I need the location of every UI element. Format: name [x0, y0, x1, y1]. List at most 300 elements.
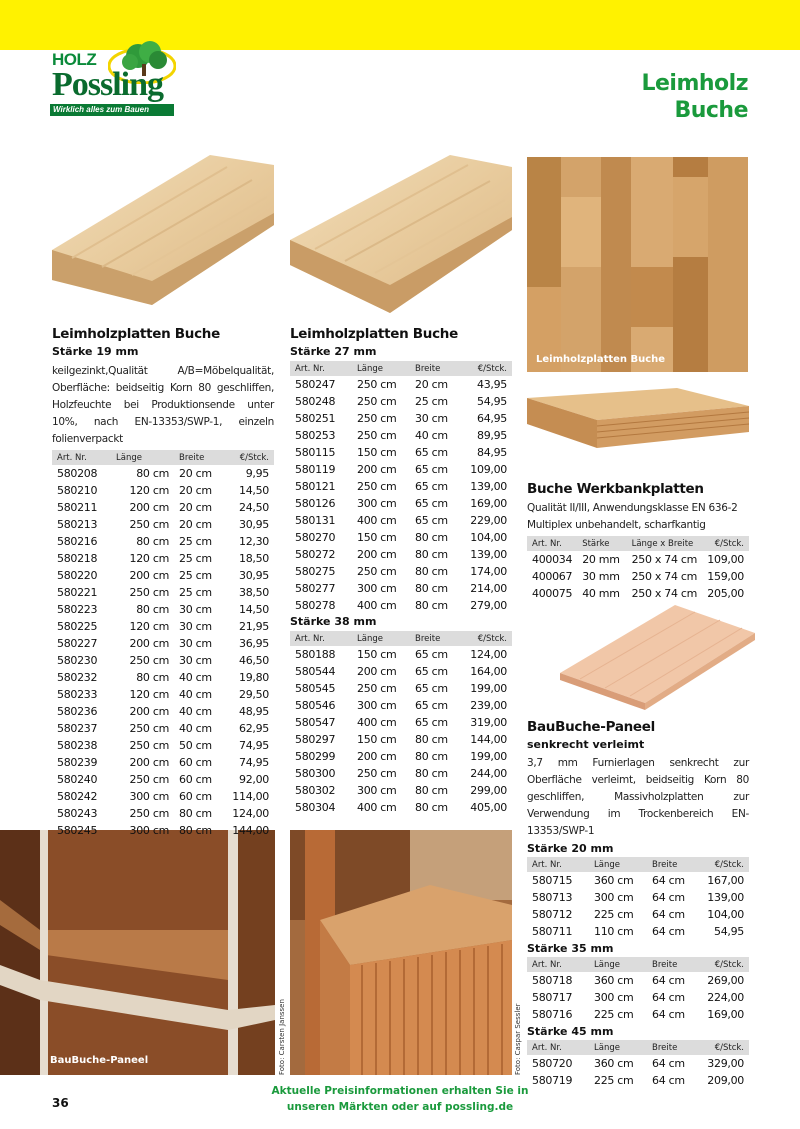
- table-row: [52, 652, 274, 669]
- table-row: [290, 646, 512, 663]
- cell-artnr: 580719: [532, 1074, 573, 1087]
- table-row: [52, 703, 274, 720]
- table-row: [290, 461, 512, 478]
- section-title: Leimholzplatten Buche: [290, 326, 458, 342]
- cell-artnr: 580211: [57, 501, 98, 514]
- cell-price: 104,00: [470, 531, 507, 544]
- table-row: [290, 782, 512, 799]
- table-row: [527, 906, 749, 923]
- col-header-breite: Breite: [647, 1040, 699, 1055]
- cell-col2: 360 cm: [594, 1057, 634, 1070]
- col-header-artnr: Art. Nr.: [527, 1040, 589, 1055]
- cell-col2: 200 cm: [357, 665, 397, 678]
- price-table-20mm: [527, 857, 749, 940]
- table-row: [527, 872, 749, 889]
- cell-col2: 200 cm: [357, 463, 397, 476]
- cell-col3: 65 cm: [415, 446, 448, 459]
- cell-col2: 250 cm: [357, 378, 397, 391]
- cell-col3: 20 cm: [415, 378, 448, 391]
- cell-col3: 65 cm: [415, 648, 448, 661]
- cell-col3: 64 cm: [652, 908, 685, 921]
- table-header-row: [527, 536, 749, 551]
- col-header-preis: €/Stck.: [699, 1040, 749, 1055]
- cell-price: 199,00: [470, 682, 507, 695]
- cell-price: 144,00: [470, 733, 507, 746]
- table-row: [527, 1006, 749, 1023]
- section-subtitle-45mm: Stärke 45 mm: [527, 1025, 614, 1038]
- cell-price: 329,00: [707, 1057, 744, 1070]
- cell-col3: 25 cm: [179, 569, 212, 582]
- cell-col3: 80 cm: [415, 750, 448, 763]
- cell-col2: 80 cm: [136, 603, 169, 616]
- table-row: [527, 551, 749, 568]
- cell-price: 169,00: [707, 1008, 744, 1021]
- table-row: [52, 788, 274, 805]
- cell-col3: 25 cm: [415, 395, 448, 408]
- cell-price: 64,95: [477, 412, 507, 425]
- table-row: [290, 546, 512, 563]
- cell-artnr: 580711: [532, 925, 573, 938]
- product-image-board-27mm: [290, 155, 512, 315]
- col-header-preis: €/Stck.: [699, 857, 749, 872]
- cell-artnr: 400075: [532, 587, 573, 600]
- price-table-werkbank: [527, 536, 749, 602]
- cell-artnr: 580712: [532, 908, 573, 921]
- table-row: [527, 989, 749, 1006]
- cell-col2: 250 cm: [357, 767, 397, 780]
- cell-col3: 80 cm: [179, 807, 212, 820]
- cell-col2: 250 cm: [129, 722, 169, 735]
- cell-price: 167,00: [707, 874, 744, 887]
- cell-col2: 30 mm: [582, 570, 620, 583]
- cell-artnr: 400034: [532, 553, 573, 566]
- cell-col2: 250 cm: [129, 807, 169, 820]
- col-header-laenge: Länge: [589, 857, 647, 872]
- cell-col2: 250 cm: [129, 518, 169, 531]
- cell-price: 279,00: [470, 599, 507, 612]
- cell-col3: 65 cm: [415, 463, 448, 476]
- cell-price: 199,00: [470, 750, 507, 763]
- logo-tagline: Wirklich alles zum Bauen: [50, 104, 174, 116]
- page-title: [641, 70, 748, 124]
- photo-credit-1: Foto: Carsten Janssen: [278, 999, 286, 1075]
- table-row: [290, 376, 512, 393]
- col-header-breite: Breite: [647, 957, 699, 972]
- cell-price: 9,95: [245, 467, 269, 480]
- cell-artnr: 580304: [295, 801, 336, 814]
- cell-col2: 300 cm: [357, 784, 397, 797]
- cell-col3: 80 cm: [415, 531, 448, 544]
- col-header-laenge: Länge: [589, 957, 647, 972]
- cell-col3: 25 cm: [179, 586, 212, 599]
- cell-col2: 250 cm: [357, 412, 397, 425]
- col-header-artnr: Art. Nr.: [527, 536, 577, 551]
- cell-artnr: 580227: [57, 637, 98, 650]
- cell-artnr: 580223: [57, 603, 98, 616]
- col-header-preis: €/Stck.: [226, 450, 274, 465]
- table-row: [290, 765, 512, 782]
- cell-col3: 64 cm: [652, 925, 685, 938]
- table-row: [290, 714, 512, 731]
- cell-artnr: 580131: [295, 514, 336, 527]
- cell-artnr: 580233: [57, 688, 98, 701]
- table-row: [290, 580, 512, 597]
- table-row: [290, 663, 512, 680]
- cell-price: 299,00: [470, 784, 507, 797]
- table-row: [527, 972, 749, 989]
- cell-col2: 300 cm: [357, 582, 397, 595]
- cell-artnr: 580232: [57, 671, 98, 684]
- cell-col2: 250 cm: [357, 565, 397, 578]
- cell-price: 139,00: [470, 548, 507, 561]
- table-row: [52, 516, 274, 533]
- cell-col3: 80 cm: [415, 767, 448, 780]
- cell-artnr: 580299: [295, 750, 336, 763]
- cell-col3: 50 cm: [179, 739, 212, 752]
- col-header-artnr: Art. Nr.: [527, 857, 589, 872]
- page-title-line1: Leimholz: [641, 71, 748, 96]
- cell-col2: 300 cm: [594, 991, 634, 1004]
- cell-price: 229,00: [470, 514, 507, 527]
- cell-price: 405,00: [470, 801, 507, 814]
- page-number: 36: [52, 1096, 69, 1110]
- table-row: [290, 529, 512, 546]
- cell-col3: 64 cm: [652, 874, 685, 887]
- section-title: Leimholzplatten Buche: [52, 326, 220, 342]
- section-werkbankplatten: [527, 480, 749, 602]
- cell-col3: 65 cm: [415, 514, 448, 527]
- cell-col3: 80 cm: [415, 599, 448, 612]
- cell-price: 24,50: [239, 501, 269, 514]
- price-table-27mm: [290, 361, 512, 614]
- section-title: Buche Werkbankplatten: [527, 481, 704, 497]
- cell-col2: 200 cm: [129, 637, 169, 650]
- cell-col2: 250 cm: [129, 586, 169, 599]
- cell-col2: 20 mm: [582, 553, 620, 566]
- product-image-baubuche-table: [290, 830, 512, 1075]
- cell-artnr: 580239: [57, 756, 98, 769]
- cell-artnr: 580236: [57, 705, 98, 718]
- cell-price: 244,00: [470, 767, 507, 780]
- table-row: [52, 754, 274, 771]
- cell-col2: 300 cm: [129, 790, 169, 803]
- cell-col2: 80 cm: [136, 535, 169, 548]
- cell-price: 38,50: [239, 586, 269, 599]
- cell-col3: 65 cm: [415, 480, 448, 493]
- cell-price: 174,00: [470, 565, 507, 578]
- cell-price: 89,95: [477, 429, 507, 442]
- cell-col3: 80 cm: [415, 801, 448, 814]
- logo-holz-text: HOLZ: [52, 50, 97, 69]
- section-subtitle-38mm: Stärke 38 mm: [290, 615, 377, 628]
- cell-price: 209,00: [707, 1074, 744, 1087]
- table-row: [52, 618, 274, 635]
- table-row: [52, 465, 274, 482]
- cell-artnr: 580220: [57, 569, 98, 582]
- cell-price: 139,00: [470, 480, 507, 493]
- cell-price: 124,00: [232, 807, 269, 820]
- cell-price: 159,00: [707, 570, 744, 583]
- section-description: 3,7 mm Furnierlagen senkrecht zur Oberfläche verleimt, beidseitig Korn 80 geschliffen, Massivholzplatten zur Verwendung im Trockenbereich EN-13353/SWP-1: [527, 757, 749, 837]
- cell-artnr: 580277: [295, 582, 336, 595]
- table-row: [290, 563, 512, 580]
- cell-col3: 30 cm: [415, 412, 448, 425]
- cell-col3: 40 cm: [179, 722, 212, 735]
- cell-col2: 150 cm: [357, 531, 397, 544]
- cell-artnr: 580237: [57, 722, 98, 735]
- cell-artnr: 580544: [295, 665, 336, 678]
- cell-col2: 400 cm: [357, 599, 397, 612]
- cell-artnr: 580302: [295, 784, 336, 797]
- cell-col3: 65 cm: [415, 699, 448, 712]
- col-header-preis: €/Stck.: [462, 631, 512, 646]
- table-row: [290, 680, 512, 697]
- cell-col3: 250 x 74 cm: [631, 570, 698, 583]
- cell-artnr: 580720: [532, 1057, 573, 1070]
- cell-col2: 150 cm: [357, 733, 397, 746]
- cell-artnr: 580270: [295, 531, 336, 544]
- section-leimholz-27mm: [290, 325, 512, 816]
- cell-col2: 150 cm: [357, 648, 397, 661]
- cell-artnr: 580230: [57, 654, 98, 667]
- cell-artnr: 580243: [57, 807, 98, 820]
- cell-artnr: 580188: [295, 648, 336, 661]
- cell-price: 54,95: [477, 395, 507, 408]
- cell-col2: 225 cm: [594, 1074, 634, 1087]
- cell-artnr: 580213: [57, 518, 98, 531]
- table-row: [52, 822, 274, 839]
- section-subtitle: senkrecht verleimt: [527, 738, 645, 751]
- table-row: [290, 512, 512, 529]
- cell-price: 19,80: [239, 671, 269, 684]
- cell-artnr: 580546: [295, 699, 336, 712]
- table-row: [527, 923, 749, 940]
- cell-col3: 64 cm: [652, 991, 685, 1004]
- table-row: [290, 697, 512, 714]
- cell-col3: 80 cm: [179, 824, 212, 837]
- col-header-artnr: Art. Nr.: [290, 361, 352, 376]
- cell-artnr: 580713: [532, 891, 573, 904]
- col-header-laenge: Länge: [352, 631, 410, 646]
- cell-col3: 65 cm: [415, 665, 448, 678]
- table-row: [52, 601, 274, 618]
- cell-col2: 110 cm: [594, 925, 634, 938]
- cell-col2: 360 cm: [594, 874, 634, 887]
- table-row: [290, 427, 512, 444]
- cell-col3: 64 cm: [652, 891, 685, 904]
- cell-price: 29,50: [239, 688, 269, 701]
- cell-col2: 300 cm: [357, 497, 397, 510]
- cell-col2: 40 mm: [582, 587, 620, 600]
- footer-note[interactable]: [260, 1083, 540, 1115]
- cell-col3: 80 cm: [415, 582, 448, 595]
- cell-col3: 80 cm: [415, 784, 448, 797]
- col-header-laenge: Länge: [112, 450, 174, 465]
- cell-price: 46,50: [239, 654, 269, 667]
- table-row: [527, 889, 749, 906]
- cell-col3: 40 cm: [179, 671, 212, 684]
- cell-col3: 25 cm: [179, 552, 212, 565]
- product-image-baubuche-shelf: [0, 830, 275, 1075]
- col-header-masse: Länge x Breite: [627, 536, 703, 551]
- table-row: [52, 533, 274, 550]
- table-row: [52, 482, 274, 499]
- cell-col2: 250 cm: [129, 654, 169, 667]
- cell-price: 214,00: [470, 582, 507, 595]
- cell-artnr: 580716: [532, 1008, 573, 1021]
- table-row: [290, 597, 512, 614]
- price-table-19mm: [52, 450, 274, 839]
- cell-col2: 200 cm: [357, 750, 397, 763]
- cell-col3: 40 cm: [179, 705, 212, 718]
- table-header-row: [290, 361, 512, 376]
- table-row: [52, 499, 274, 516]
- col-header-preis: €/Stck.: [702, 536, 749, 551]
- cell-price: 84,95: [477, 446, 507, 459]
- cell-col3: 60 cm: [179, 773, 212, 786]
- cell-artnr: 580245: [57, 824, 98, 837]
- cell-col3: 30 cm: [179, 603, 212, 616]
- cell-col2: 250 cm: [357, 480, 397, 493]
- table-row: [290, 478, 512, 495]
- cell-col3: 60 cm: [179, 790, 212, 803]
- section-title: BauBuche-Paneel: [527, 719, 655, 735]
- section-description: keilgezinkt,Qualität A/B=Möbelqualität, Oberfläche: beidseitig Korn 80 geschliffen, Holzfeuchte bei Produktionsende unter 10%, nach EN-13353/SWP-1, einzeln folienverpackt: [52, 365, 274, 445]
- cell-artnr: 580115: [295, 446, 336, 459]
- col-header-staerke: Stärke: [577, 536, 626, 551]
- cell-price: 109,00: [470, 463, 507, 476]
- product-image-board-19mm: [52, 155, 274, 315]
- footer-line1: Aktuelle Preisinformationen erhalten Sie in: [271, 1085, 529, 1097]
- cell-col2: 120 cm: [129, 552, 169, 565]
- col-header-artnr: Art. Nr.: [527, 957, 589, 972]
- cell-col2: 120 cm: [129, 620, 169, 633]
- col-header-artnr: Art. Nr.: [52, 450, 112, 465]
- section-subtitle-20mm: Stärke 20 mm: [527, 842, 614, 855]
- col-header-preis: €/Stck.: [699, 957, 749, 972]
- footer-line2[interactable]: unseren Märkten oder auf possling.de: [286, 1101, 514, 1113]
- cell-artnr: 580208: [57, 467, 98, 480]
- cell-col2: 120 cm: [129, 688, 169, 701]
- cell-col2: 400 cm: [357, 801, 397, 814]
- cell-artnr: 580119: [295, 463, 336, 476]
- image-caption-beech: Leimholzplatten Buche: [536, 354, 666, 365]
- logo-name-text: Possling: [52, 66, 164, 103]
- cell-price: 269,00: [707, 974, 744, 987]
- cell-price: 109,00: [707, 553, 744, 566]
- cell-price: 205,00: [707, 587, 744, 600]
- cell-col3: 65 cm: [415, 682, 448, 695]
- col-header-laenge: Länge: [352, 361, 410, 376]
- cell-price: 169,00: [470, 497, 507, 510]
- cell-artnr: 580300: [295, 767, 336, 780]
- cell-artnr: 580216: [57, 535, 98, 548]
- table-row: [290, 799, 512, 816]
- cell-col2: 400 cm: [357, 514, 397, 527]
- price-table-35mm: [527, 957, 749, 1023]
- cell-col3: 60 cm: [179, 756, 212, 769]
- cell-col3: 25 cm: [179, 535, 212, 548]
- cell-col3: 40 cm: [415, 429, 448, 442]
- cell-price: 74,95: [239, 756, 269, 769]
- col-header-breite: Breite: [410, 361, 462, 376]
- cell-col2: 250 cm: [129, 773, 169, 786]
- cell-col2: 225 cm: [594, 908, 634, 921]
- cell-artnr: 580238: [57, 739, 98, 752]
- table-row: [52, 635, 274, 652]
- cell-col2: 200 cm: [129, 705, 169, 718]
- table-row: [52, 550, 274, 567]
- cell-artnr: 580545: [295, 682, 336, 695]
- cell-artnr: 580126: [295, 497, 336, 510]
- cell-price: 12,30: [239, 535, 269, 548]
- cell-price: 319,00: [470, 716, 507, 729]
- cell-artnr: 580715: [532, 874, 573, 887]
- cell-col3: 20 cm: [179, 501, 212, 514]
- cell-col2: 300 cm: [129, 824, 169, 837]
- cell-artnr: 580717: [532, 991, 573, 1004]
- cell-artnr: 580225: [57, 620, 98, 633]
- table-row: [290, 495, 512, 512]
- cell-col3: 80 cm: [415, 733, 448, 746]
- section-baubuche-paneel: [527, 718, 749, 1089]
- table-row: [527, 585, 749, 602]
- product-image-beech-closeup: [527, 157, 748, 372]
- cell-col3: 80 cm: [415, 565, 448, 578]
- table-row: [52, 737, 274, 754]
- table-row: [527, 1072, 749, 1089]
- col-header-artnr: Art. Nr.: [290, 631, 352, 646]
- photo-credit-2: Foto: Caspar Sessler: [514, 1003, 522, 1075]
- col-header-preis: €/Stck.: [462, 361, 512, 376]
- cell-artnr: 580218: [57, 552, 98, 565]
- cell-col2: 200 cm: [129, 501, 169, 514]
- section-leimholz-19mm: [52, 325, 274, 839]
- cell-col2: 120 cm: [129, 484, 169, 497]
- cell-col3: 20 cm: [179, 518, 212, 531]
- cell-price: 124,00: [470, 648, 507, 661]
- cell-artnr: 580121: [295, 480, 336, 493]
- cell-col3: 65 cm: [415, 716, 448, 729]
- cell-price: 114,00: [232, 790, 269, 803]
- cell-col3: 20 cm: [179, 484, 212, 497]
- cell-price: 21,95: [239, 620, 269, 633]
- product-image-baubuche-panel: [560, 605, 755, 710]
- col-header-breite: Breite: [174, 450, 226, 465]
- cell-col2: 250 cm: [129, 739, 169, 752]
- cell-col3: 20 cm: [179, 467, 212, 480]
- table-row: [290, 444, 512, 461]
- cell-price: 30,95: [239, 518, 269, 531]
- cell-col3: 30 cm: [179, 637, 212, 650]
- cell-col3: 30 cm: [179, 654, 212, 667]
- possling-logo[interactable]: [50, 38, 178, 116]
- section-description: Qualität II/III, Anwendungsklasse EN 636-2 Multiplex unbehandelt, scharfkantig: [527, 502, 738, 531]
- cell-col3: 64 cm: [652, 1008, 685, 1021]
- cell-col2: 300 cm: [357, 699, 397, 712]
- cell-price: 14,50: [239, 603, 269, 616]
- cell-col2: 80 cm: [136, 467, 169, 480]
- col-header-laenge: Länge: [589, 1040, 647, 1055]
- table-row: [527, 1055, 749, 1072]
- cell-col3: 40 cm: [179, 688, 212, 701]
- table-row: [52, 720, 274, 737]
- cell-artnr: 580248: [295, 395, 336, 408]
- cell-col3: 64 cm: [652, 1057, 685, 1070]
- cell-col2: 250 cm: [357, 429, 397, 442]
- cell-col3: 30 cm: [179, 620, 212, 633]
- cell-col2: 200 cm: [129, 756, 169, 769]
